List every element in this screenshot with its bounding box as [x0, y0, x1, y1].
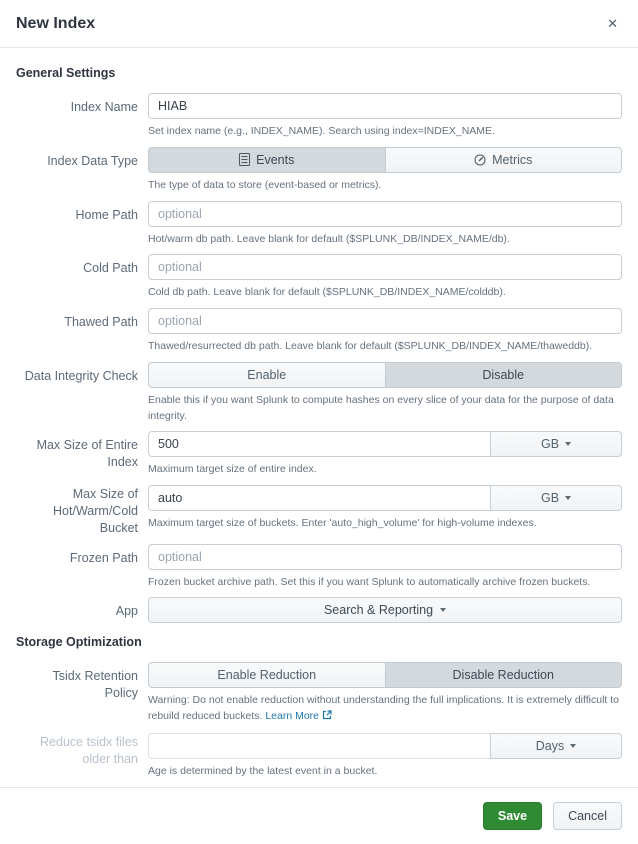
- home-path-help: Hot/warm db path. Leave blank for default ($SPLUNK_DB/INDEX_NAME/db).: [148, 232, 510, 245]
- learn-more-link[interactable]: Learn More: [265, 710, 320, 723]
- tsidx-policy-warning-text: Warning: Do not enable reduction without understanding the full implications. It is extremely difficult to rebuild reduced buckets.: [148, 694, 619, 723]
- integrity-enable-button[interactable]: Enable: [148, 362, 386, 388]
- max-size-bucket-input[interactable]: [148, 485, 491, 511]
- page-title: New Index: [16, 14, 96, 32]
- row-home-path: [16, 201, 622, 248]
- row-max-size-bucket: [16, 485, 622, 537]
- tsidx-policy-toggle: [148, 662, 622, 688]
- events-list-icon: [239, 153, 250, 166]
- index-data-type-help: The type of data to store (event-based or metrics).: [148, 178, 382, 191]
- row-index-data-type: [16, 147, 622, 194]
- row-thawed-path: [16, 308, 622, 355]
- index-data-type-toggle: [148, 147, 622, 173]
- row-data-integrity: [16, 362, 622, 425]
- thawed-path-label: Thawed Path: [64, 315, 138, 329]
- row-cold-path: [16, 254, 622, 301]
- frozen-path-label: Frozen Path: [69, 550, 138, 565]
- dialog-body: [0, 48, 638, 787]
- home-path-input[interactable]: [148, 201, 622, 227]
- row-frozen-path: [16, 544, 622, 591]
- section-general-settings: General Settings: [16, 66, 116, 80]
- reduce-tsidx-label: Reduce tsidx files older than: [40, 734, 138, 766]
- caret-down-icon: [570, 744, 576, 748]
- close-icon[interactable]: ✕: [603, 13, 622, 34]
- caret-down-icon: [565, 496, 571, 500]
- index-data-type-label: Index Data Type: [47, 153, 138, 168]
- reduce-tsidx-unit-dropdown[interactable]: [490, 733, 622, 759]
- index-name-label: Index Name: [70, 100, 138, 114]
- max-size-bucket-unit-value: GB: [540, 491, 560, 505]
- cold-path-help: Cold db path. Leave blank for default ($SPLUNK_DB/INDEX_NAME/colddb).: [148, 286, 506, 299]
- integrity-disable-button[interactable]: Disable: [385, 362, 623, 388]
- max-size-index-help: Maximum target size of entire index.: [148, 463, 317, 476]
- data-integrity-label: Data Integrity Check: [24, 368, 138, 383]
- max-size-bucket-unit-dropdown[interactable]: [490, 485, 622, 511]
- max-size-index-unit-value: GB: [540, 437, 560, 452]
- row-reduce-tsidx: [16, 733, 622, 780]
- index-name-help: Set index name (e.g., INDEX_NAME). Search using index=INDEX_NAME.: [148, 125, 495, 137]
- section-storage-optimization: Storage Optimization: [16, 635, 142, 650]
- app-dropdown-value: Search & Reporting: [323, 603, 434, 618]
- app-dropdown[interactable]: [148, 597, 622, 623]
- cancel-button[interactable]: Cancel: [553, 802, 622, 830]
- row-max-size-index: [16, 431, 622, 478]
- tsidx-policy-label: Tsidx Retention Policy: [52, 669, 138, 701]
- cold-path-label: Cold Path: [83, 261, 138, 276]
- home-path-label: Home Path: [75, 207, 138, 222]
- reduce-tsidx-unit-value: Days: [535, 738, 565, 753]
- save-button[interactable]: Save: [483, 802, 542, 830]
- events-toggle-label: Events: [256, 152, 295, 167]
- row-index-name: [16, 93, 622, 140]
- metrics-toggle-label: Metrics: [492, 152, 533, 167]
- disable-reduction-button[interactable]: Disable Reduction: [385, 662, 623, 688]
- metrics-gauge-icon: [474, 154, 486, 166]
- frozen-path-help: Frozen bucket archive path. Set this if you want Splunk to automatically archive frozen buckets.: [148, 575, 591, 588]
- reduce-tsidx-input: [148, 733, 491, 759]
- thawed-path-input[interactable]: [148, 308, 622, 334]
- data-integrity-toggle: [148, 362, 622, 388]
- max-size-bucket-help: Maximum target size of buckets. Enter 'auto_high_volume' for high-volume indexes.: [148, 517, 537, 529]
- data-integrity-help: Enable this if you want Splunk to compute hashes on every slice of your data for the purpose of data integrity.: [148, 393, 614, 422]
- caret-down-icon: [565, 442, 571, 446]
- max-size-index-label: Max Size of Entire Index: [36, 438, 138, 470]
- metrics-toggle-button[interactable]: [385, 147, 623, 173]
- frozen-path-input[interactable]: [148, 544, 622, 570]
- dialog-footer: [0, 787, 638, 844]
- max-size-index-input[interactable]: [148, 431, 491, 457]
- thawed-path-help: Thawed/resurrected db path. Leave blank for default ($SPLUNK_DB/INDEX_NAME/thaweddb).: [148, 340, 593, 352]
- cold-path-input[interactable]: [148, 254, 622, 280]
- events-toggle-button[interactable]: [148, 147, 386, 173]
- index-name-input[interactable]: [148, 93, 622, 119]
- row-app: [16, 597, 622, 623]
- max-size-index-unit-dropdown[interactable]: [490, 431, 622, 457]
- reduce-tsidx-help: Age is determined by the latest event in a bucket.: [148, 764, 378, 777]
- tsidx-policy-help: [148, 693, 622, 726]
- external-link-icon: [322, 711, 332, 723]
- caret-down-icon: [440, 608, 446, 612]
- dialog-header: [0, 0, 638, 48]
- max-size-bucket-label: Max Size of Hot/Warm/Cold Bucket: [53, 487, 138, 535]
- row-tsidx-policy: [16, 662, 622, 726]
- app-label: App: [115, 604, 138, 619]
- enable-reduction-button[interactable]: Enable Reduction: [148, 662, 386, 688]
